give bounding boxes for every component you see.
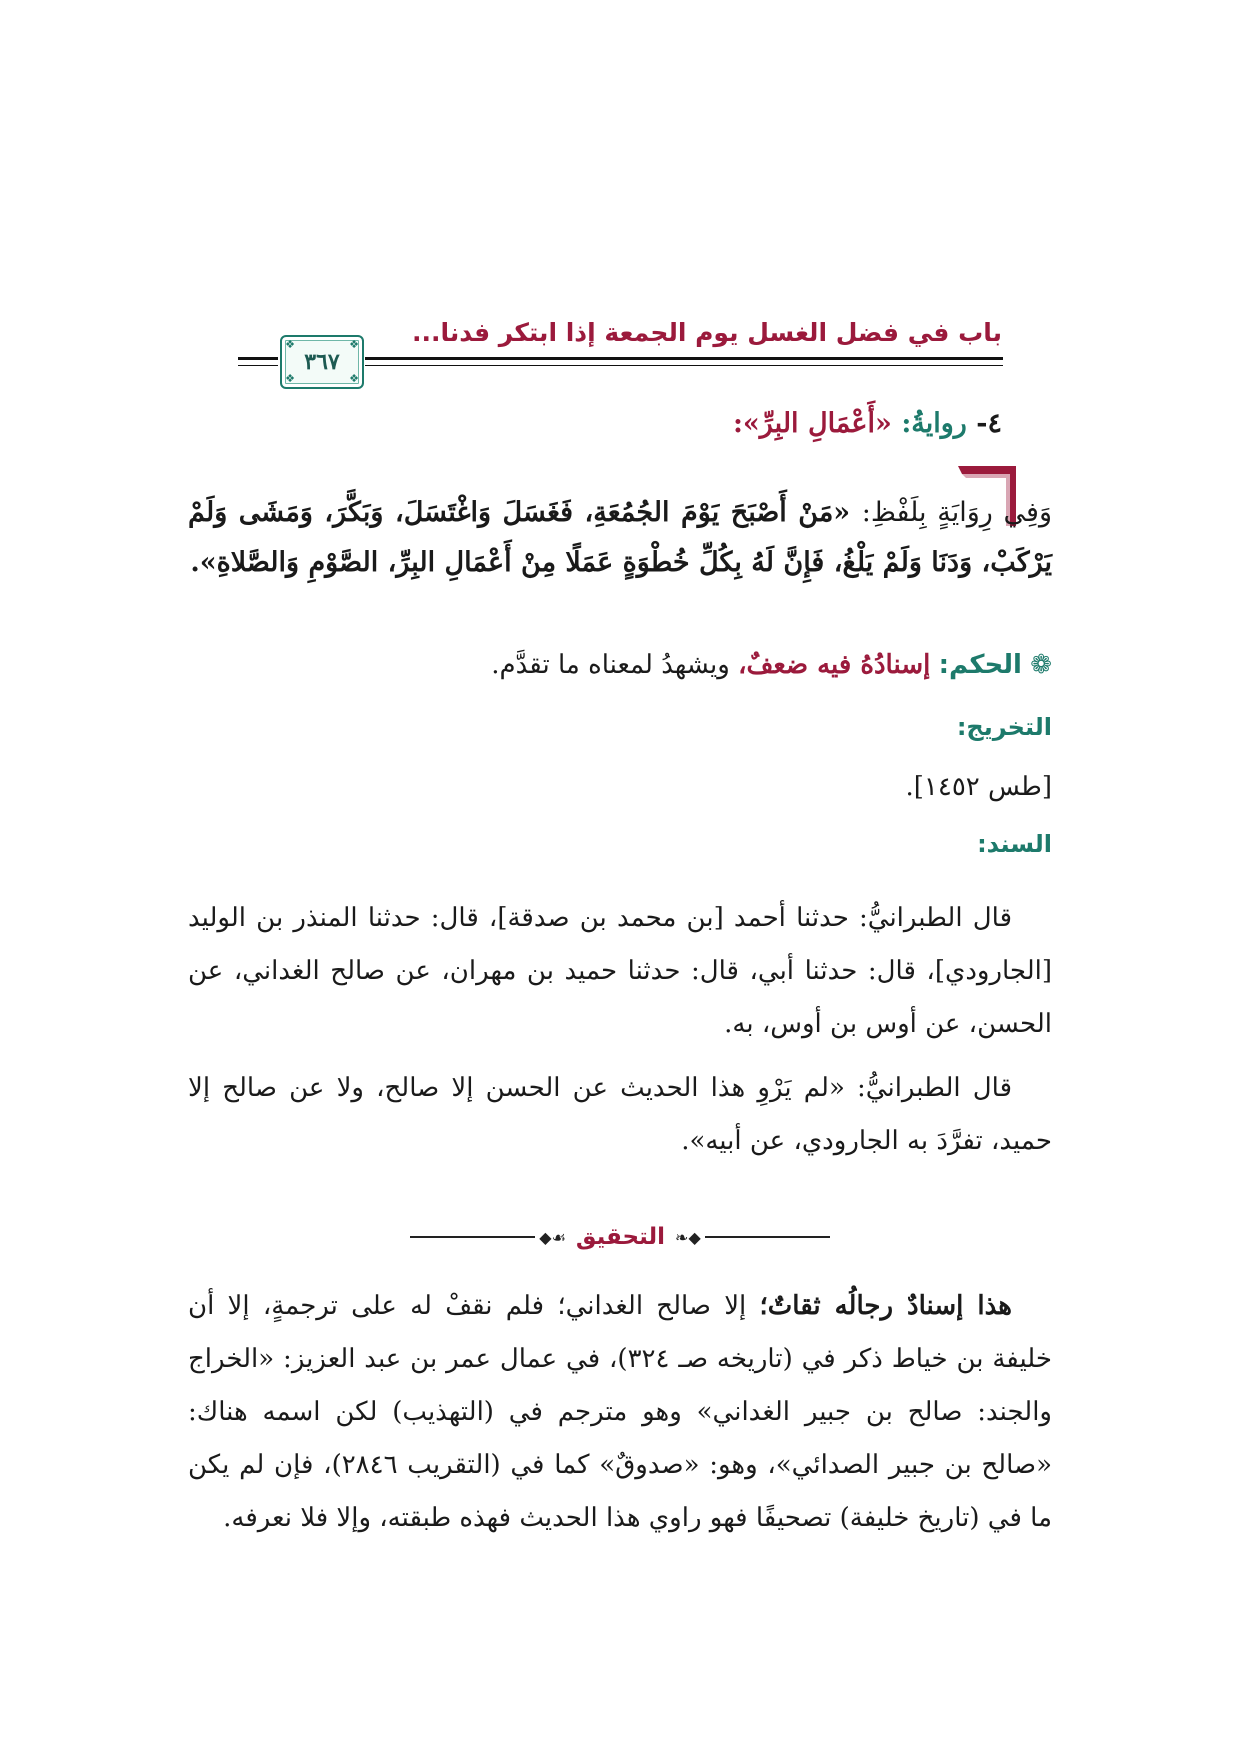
header-rule-thin bbox=[365, 365, 1003, 366]
ornament-icon: ❖ bbox=[285, 372, 295, 385]
section-quote: «أَعْمَالِ البِرِّ»: bbox=[732, 408, 892, 439]
sanad-paragraph-1: قال الطبرانيُّ: حدثنا أحمد [بن محمد بن صدقة]، قال: حدثنا المنذر بن الوليد [الجارودي]، قال: حدثنا أبي، قال: حدثنا حميد بن مهران، عن صالح الغداني، عن الحسن، عن أوس بن أوس، به. bbox=[188, 903, 1052, 1039]
tahqiq-paragraph bbox=[188, 1280, 1052, 1545]
header-rule-left bbox=[238, 357, 278, 360]
section-number: ٤- bbox=[976, 408, 1002, 439]
sanad-paragraph-2: قال الطبرانيُّ: «لم يَرْوِ هذا الحديث عن الحسن إلا صالح، ولا عن صالح إلا حميد، تفرَّدَ به الجارودي، عن أبيه». bbox=[188, 1073, 1052, 1156]
hadith-body: «مَنْ أَصْبَحَ يَوْمَ الجُمُعَةِ، فَغَسَلَ وَاغْتَسَلَ، وَبَكَّرَ، وَمَشَى وَلَمْ يَرْكَبْ، وَدَنَا وَلَمْ يَلْغُ، فَإِنَّ لَهُ بِكُلِّ خُطْوَةٍ عَمَلًا مِنْ أَعْمَالِ البِرِّ، الصَّوْمِ وَالصَّلاةِ». bbox=[188, 497, 1052, 578]
divider-line bbox=[705, 1236, 830, 1238]
page-number: ٣٦٧ bbox=[304, 349, 340, 375]
ornament-icon: ❖ bbox=[285, 338, 295, 351]
ornament-icon: ❖ bbox=[349, 372, 359, 385]
divider-ornament-icon: ◆❧ bbox=[675, 1227, 701, 1247]
ruling-rest: ويشهدُ لمعناه ما تقدَّم. bbox=[491, 650, 730, 680]
tahqiq-divider bbox=[410, 1222, 830, 1252]
ornament-icon: ❖ bbox=[349, 338, 359, 351]
tahqiq-bold-start: هذا إسنادٌ رجالُه ثقاتٌ؛ bbox=[759, 1291, 1012, 1321]
ruling-value: إسنادُهُ فيه ضعفٌ، bbox=[738, 650, 931, 680]
tahqiq-body: إلا صالح الغداني؛ فلم نقفْ له على ترجمةٍ، إلا أن خليفة بن خياط ذكر في (تاريخه صـ ٣٢٤)، في عمال عمر بن عبد العزيز: «الخراج والجند: صالح بن جبير الغداني» وهو مترجم في (التهذيب) لكن اسمه هناك: «صالح بن جبير الصدائي»، وهو: «صدوقٌ» كما في (التقريب ٢٨٤٦)، فإن لم يكن ما في (تاريخ خليفة) تصحيفًا فهو راوي هذا الحديث فهذه طبقته، وإلا فلا نعرفه. bbox=[188, 1291, 1052, 1533]
takhrij-heading: التخريج: bbox=[956, 713, 1052, 741]
divider-line bbox=[410, 1236, 535, 1238]
divider-ornament-icon: ☙◆ bbox=[539, 1227, 566, 1247]
flower-icon: ❁ bbox=[1030, 650, 1052, 680]
hadith-text bbox=[188, 488, 1052, 588]
tahqiq-heading: التحقيق bbox=[575, 1224, 666, 1250]
header-rule bbox=[365, 357, 1003, 360]
section-heading bbox=[733, 408, 1002, 439]
page-number-badge bbox=[280, 335, 364, 389]
ruling-line bbox=[491, 650, 1052, 680]
chapter-title: باب في فضل الغسل يوم الجمعة إذا ابتكر فدنا... bbox=[411, 318, 1002, 347]
header-rule-left-thin bbox=[238, 365, 278, 366]
ruling-label: الحكم: bbox=[938, 650, 1022, 680]
takhrij-reference: [طس ١٤٥٢]. bbox=[905, 772, 1052, 802]
section-label: روايةُ: bbox=[901, 408, 967, 439]
sanad-heading: السند: bbox=[977, 830, 1052, 858]
hadith-intro: وَفِي رِوَايَةٍ بِلَفْظِ: bbox=[861, 497, 1052, 528]
